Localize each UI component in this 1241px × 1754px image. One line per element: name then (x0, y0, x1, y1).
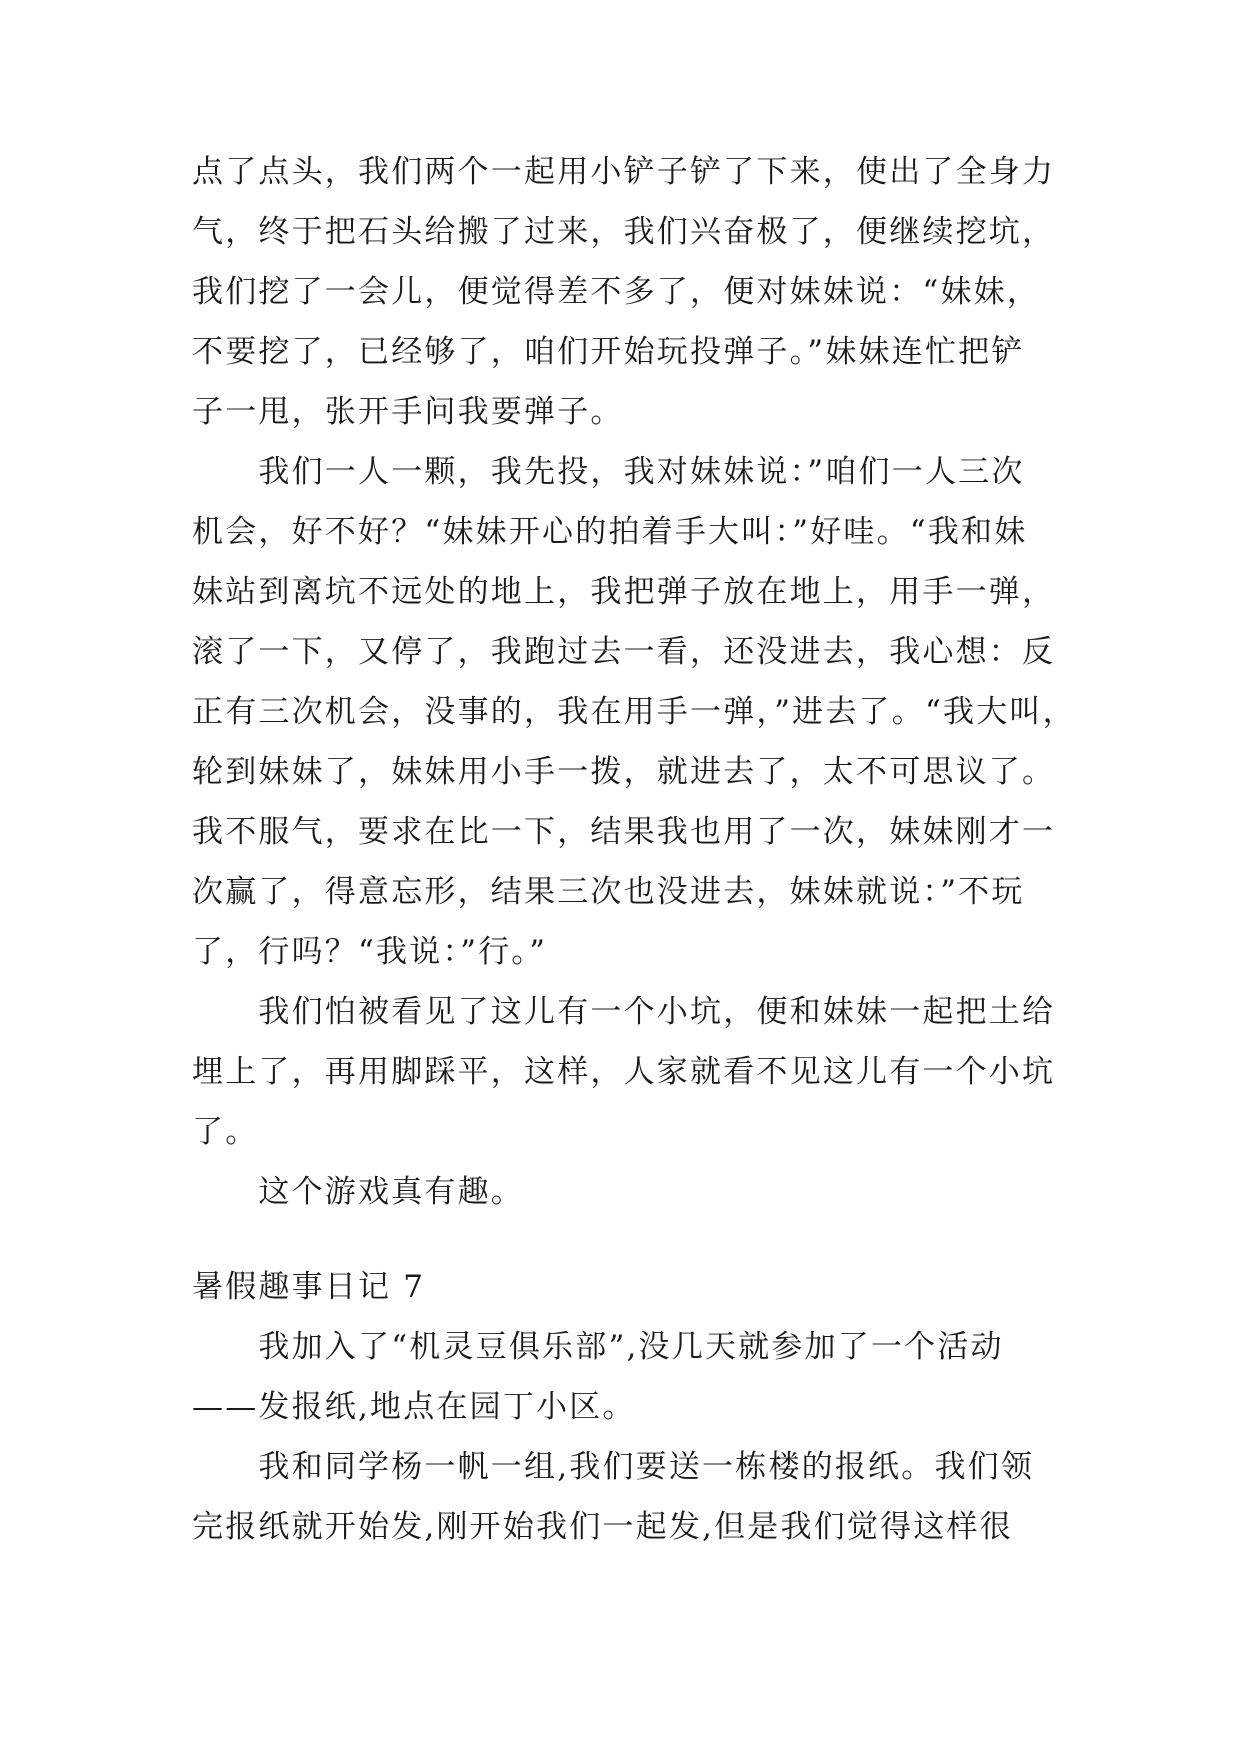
text-line: 我们挖了一会儿，便觉得差不多了，便对妹妹说：“妹妹， (192, 274, 1041, 310)
text-line: 完报纸就开始发,刚开始我们一起发,但是我们觉得这样很 (192, 1509, 1013, 1545)
text-line: 正有三次机会，没事的，我在用手一弹，”进去了。“我大叫， (192, 694, 1076, 730)
text-line: 我们怕被看见了这儿有一个小坑，便和妹妹一起把土给 (192, 994, 1056, 1030)
text-line: ——发报纸,地点在园丁小区。 (192, 1389, 636, 1425)
text-line: 妹站到离坑不远处的地上，我把弹子放在地上，用手一弹， (192, 574, 1056, 610)
text-line: 我不服气，要求在比一下，结果我也用了一次，妹妹刚才一 (192, 814, 1056, 850)
text-line: 机会，好不好？“妹妹开心的拍着手大叫：”好哇。“我和妹 (192, 514, 1028, 550)
text-line: 了，行吗？“我说：”行。” (192, 934, 548, 970)
text-line: 了。 (192, 1114, 259, 1150)
text-line: 我们一人一颗，我先投，我对妹妹说：”咱们一人三次 (192, 454, 1025, 490)
text-line: 埋上了，再用脚踩平，这样，人家就看不见这儿有一个小坑 (192, 1054, 1056, 1090)
text-line: 滚了一下，又停了，我跑过去一看，还没进去，我心想：反 (192, 634, 1056, 670)
text-line: 点了点头，我们两个一起用小铲子铲了下来，使出了全身力 (192, 154, 1056, 190)
text-line: 我加入了“机灵豆俱乐部”,没几天就参加了一个活动 (192, 1329, 1004, 1365)
section-heading: 暑假趣事日记 7 (192, 1269, 426, 1305)
text-line: 我和同学杨一帆一组,我们要送一栋楼的报纸。我们领 (192, 1449, 1035, 1485)
text-line: 次赢了，得意忘形，结果三次也没进去，妹妹就说：”不玩 (192, 874, 1025, 910)
text-line: 不要挖了，已经够了，咱们开始玩投弹子。”妹妹连忙把铲 (192, 334, 1025, 370)
text-line: 这个游戏真有趣。 (192, 1174, 524, 1210)
text-line: 气，终于把石头给搬了过来，我们兴奋极了，便继续挖坑， (192, 214, 1056, 250)
text-line: 子一甩，张开手问我要弹子。 (192, 394, 624, 430)
text-line: 轮到妹妹了，妹妹用小手一拨，就进去了，太不可思议了。 (192, 754, 1056, 790)
